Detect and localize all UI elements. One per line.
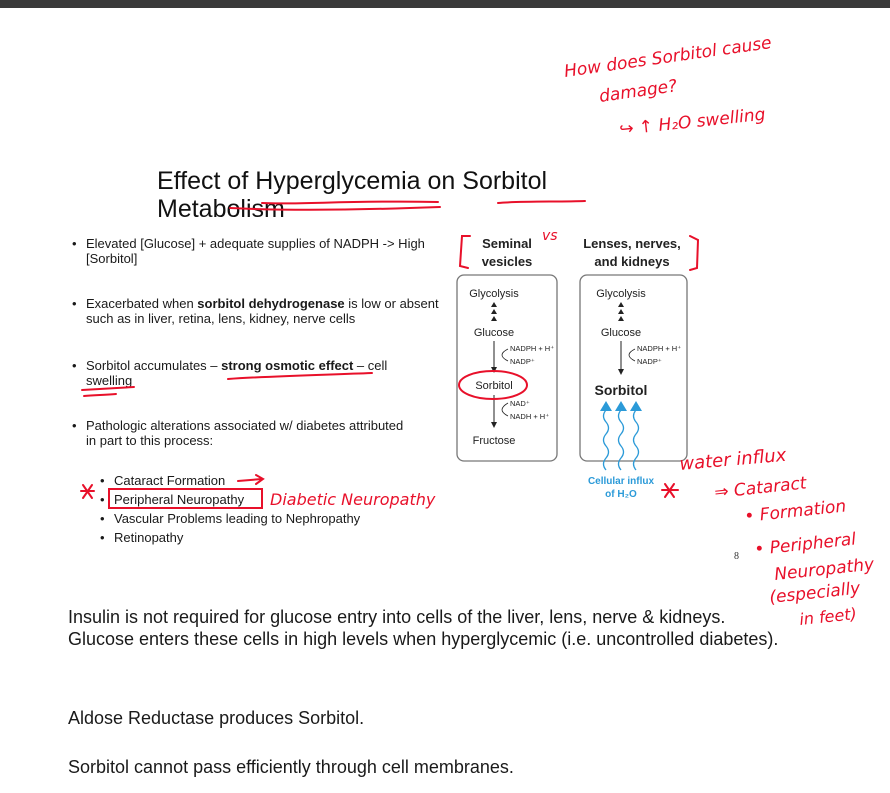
right-box [580,275,687,461]
sub-bullet-text: Cataract Formation [114,473,226,488]
sub-bullet-text: Peripheral Neuropathy [114,492,245,507]
sub-bullet-cataract [100,473,360,492]
page-number: 8 [734,551,739,562]
title-hyperglycemia: Hyperglycemia [255,167,421,195]
ink-question-2: damage? [597,76,679,107]
title-part: Effect of [157,167,256,195]
right-nadph: NADPH + H⁺ [637,344,682,353]
left-glucose: Glucose [473,327,515,339]
title-part: on [420,167,463,195]
ink-result-2: • Formation [743,496,848,527]
bullet-item [72,358,431,388]
right-glucose: Glucose [600,327,642,339]
ink-underline-swelling-2 [84,394,116,396]
ink-result-5: (especially [768,578,862,608]
ink-result-6: in feet) [798,604,858,629]
left-multi-arrow [491,302,497,321]
title-sorbitol: Sorbitol [462,167,548,195]
bullet-item [72,296,446,326]
left-sorbitol: Sorbitol [475,380,513,392]
paragraph-insulin: Insulin is not required for glucose entry into cells of the liver, lens, nerve & kidneys. Glucose enters these cells in high levels when hyperglycemic (i.e. uncontrolled diabetes). [68,607,779,649]
influx-label-2: of H₂O [605,489,637,500]
left-box [457,275,557,461]
left-fructose: Fructose [472,435,516,447]
ink-result-1: ⇒ Cataract [713,473,808,503]
sub-bullet-vascular [100,511,360,530]
top-bar [0,0,890,8]
ink-diabetic-neuropathy: Diabetic Neuropathy [270,490,436,509]
bullet-text: Exacerbated when [86,296,198,311]
water-influx-arrows [604,404,639,470]
right-header-2: and kidneys [594,254,670,269]
right-header-1: Lenses, nerves, [583,236,681,251]
sub-bullet-list [100,473,360,549]
right-sorbitol: Sorbitol [594,382,648,398]
bullet-text: Pathologic alterations associated w/ diabetes attributed in part to this process: [86,418,404,448]
influx-label-1: Cellular influx [587,476,655,487]
ink-question-3: ↪ ↑ H₂O swelling [618,104,767,140]
ink-bracket-right [690,236,698,270]
sub-bullet-text: Retinopathy [114,530,184,545]
ink-vs: vs [542,228,558,244]
influx-arrow-2 [619,404,624,470]
left-glycolysis: Glycolysis [469,288,519,300]
ink-bracket-left [460,236,470,268]
bullet-text: Sorbitol accumulates – [86,358,222,373]
left-nadph: NADPH + H⁺ [510,344,555,353]
bullet-bold: sorbitol dehydrogenase [197,296,345,311]
left-header-1: Seminal [482,236,532,251]
sub-bullet-neuropathy [100,492,360,511]
influx-arrow-1 [604,404,609,470]
bullet-item [72,418,406,448]
sub-bullet-text: Vascular Problems leading to Nephropathy [114,511,361,526]
right-glycolysis: Glycolysis [596,288,646,300]
ink-question-1: How does Sorbitol cause [562,33,773,82]
left-cofactor-curve-1 [502,349,508,361]
right-nadp: NADP⁺ [637,357,662,366]
ink-water-influx: water influx [678,444,788,475]
ink-star-left [81,485,94,498]
right-cofactor-curve [629,349,635,361]
influx-arrowheads [600,401,642,411]
right-multi-arrow [618,302,624,321]
paragraph-sorbitol-membranes: Sorbitol cannot pass efficiently through cell membranes. [68,757,514,777]
ink-star-right [662,484,678,497]
ink-result-4: Neuropathy [773,554,876,585]
slide-title [157,167,547,223]
bullet-text: Elevated [Glucose] + adequate supplies of NADPH -> High [Sorbitol] [86,236,425,266]
left-cofactor-curve-2 [502,403,508,416]
paragraph-aldose-reductase: Aldose Reductase produces Sorbitol. [68,708,365,728]
sub-bullet-retinopathy [100,530,360,549]
ink-result-3: • Peripheral [753,529,857,560]
title-line2: Metabolism [157,195,285,223]
left-nad: NAD⁺ [510,399,530,408]
left-header-2: vesicles [481,254,533,269]
bullet-text: – cell swelling [86,358,388,388]
bullet-text: is low or absent such as in liver, retina, lens, kidney, nerve cells [86,296,439,326]
left-nadh: NADH + H⁺ [510,412,550,421]
ink-circle-sorbitol [459,371,527,399]
bullet-item [72,236,456,266]
bullet-bold: strong osmotic effect [221,358,354,373]
left-nadp: NADP⁺ [510,357,535,366]
influx-arrow-3 [634,404,639,470]
